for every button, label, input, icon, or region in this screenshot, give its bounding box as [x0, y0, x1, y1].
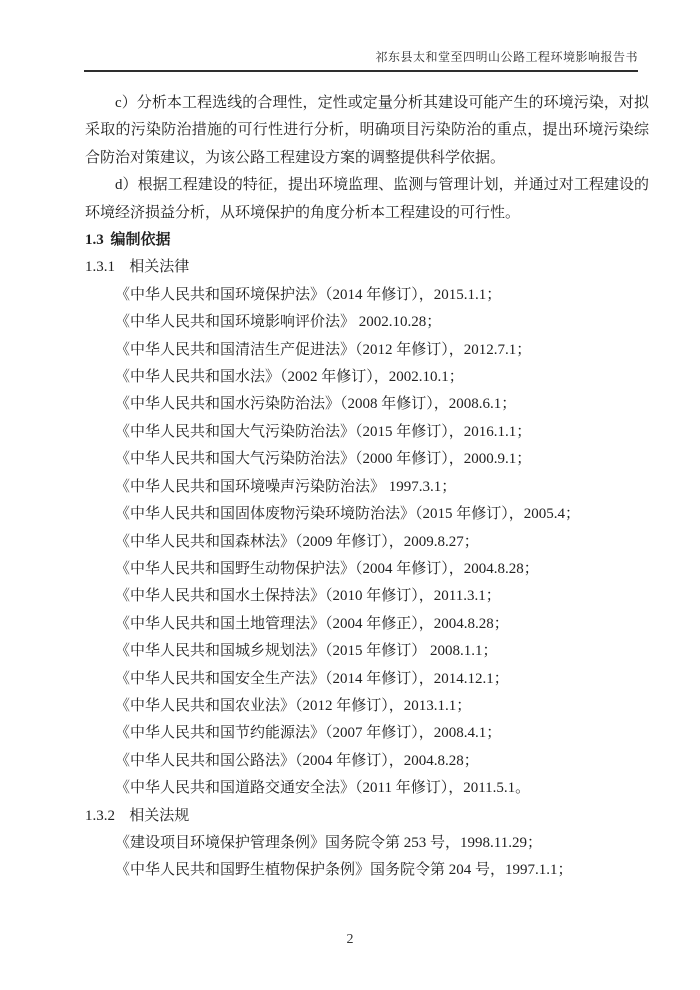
section-title: 编制依据: [110, 232, 171, 249]
law-item: 《中华人民共和国环境影响评价法》 2002.10.28；: [115, 314, 442, 331]
law-item: 《中华人民共和国道路交通安全法》（2011 年修订），2011.5.1。: [115, 780, 531, 797]
law-item: 《中华人民共和国节约能源法》（2007 年修订），2008.4.1；: [115, 725, 502, 742]
law-item: 《中华人民共和国清洁生产促进法》（2012 年修订），2012.7.1；: [115, 341, 532, 358]
law-item: 《中华人民共和国城乡规划法》（2015 年修订） 2008.1.1；: [115, 643, 498, 660]
subsection-heading-regulations: [85, 803, 649, 830]
subsection-number: 1.3.1: [85, 259, 115, 276]
law-item: 《中华人民共和国固体废物污染环境防治法》（2015 年修订），2005.4；: [115, 506, 581, 523]
header-title: 祁东县太和堂至四明山公路工程环境影响报告书: [375, 50, 638, 64]
law-item: 《中华人民共和国环境保护法》（2014 年修订），2015.1.1；: [115, 286, 502, 303]
law-item: 《中华人民共和国土地管理法》（2004 年修正），2004.8.28；: [115, 615, 509, 632]
law-item: 《中华人民共和国水污染防治法》（2008 年修订），2008.6.1；: [115, 396, 517, 413]
subsection-title: 相关法规: [129, 807, 190, 824]
page-number: 2: [346, 932, 354, 947]
law-item: 《中华人民共和国森林法》（2009 年修订），2009.8.27；: [115, 533, 479, 550]
law-item: 《中华人民共和国安全生产法》（2014 年修订），2014.12.1；: [115, 670, 509, 687]
law-item: 《中华人民共和国水土保持法》（2010 年修订），2011.3.1；: [115, 588, 501, 605]
law-item: 《中华人民共和国公路法》（2004 年修订），2004.8.28；: [115, 752, 479, 769]
law-item: 《中华人民共和国野生动物保护法》（2004 年修订），2004.8.28；: [115, 560, 539, 577]
subsection-heading-laws: [85, 254, 649, 281]
law-item: 《中华人民共和国大气污染防治法》（2015 年修订），2016.1.1；: [115, 423, 532, 440]
section-number: 1.3: [85, 232, 104, 249]
section-heading: [85, 227, 649, 254]
law-item: 《中华人民共和国环境噪声污染防治法》 1997.3.1；: [115, 478, 457, 495]
page-content: [85, 90, 649, 885]
paragraph-c: c）分析本工程选线的合理性，定性或定量分析其建设可能产生的环境污染，对拟采取的污染防治措施的可行性进行分析，明确项目污染防治的重点，提出环境污染综合防治对策建议，为该公路工程建设方案的调整提供科学依据。: [85, 95, 649, 166]
law-item: 《中华人民共和国大气污染防治法》（2000 年修订），2000.9.1；: [115, 451, 532, 468]
law-item: 《中华人民共和国水法》（2002 年修订），2002.10.1；: [115, 369, 464, 386]
subsection-number: 1.3.2: [85, 807, 115, 824]
subsection-title: 相关法律: [129, 259, 190, 276]
law-item: 《中华人民共和国农业法》（2012 年修订），2013.1.1；: [115, 697, 472, 714]
regulation-item: 《建设项目环境保护管理条例》国务院令第 253 号，1998.11.29；: [115, 834, 542, 851]
paragraph-d: d）根据工程建设的特征，提出环境监理、监测与管理计划，并通过对工程建设的环境经济损益分析，从环境保护的角度分析本工程建设的可行性。: [85, 177, 649, 221]
page-header: [84, 48, 638, 72]
regulation-item: 《中华人民共和国野生植物保护条例》国务院令第 204 号，1997.1.1；: [115, 862, 573, 879]
